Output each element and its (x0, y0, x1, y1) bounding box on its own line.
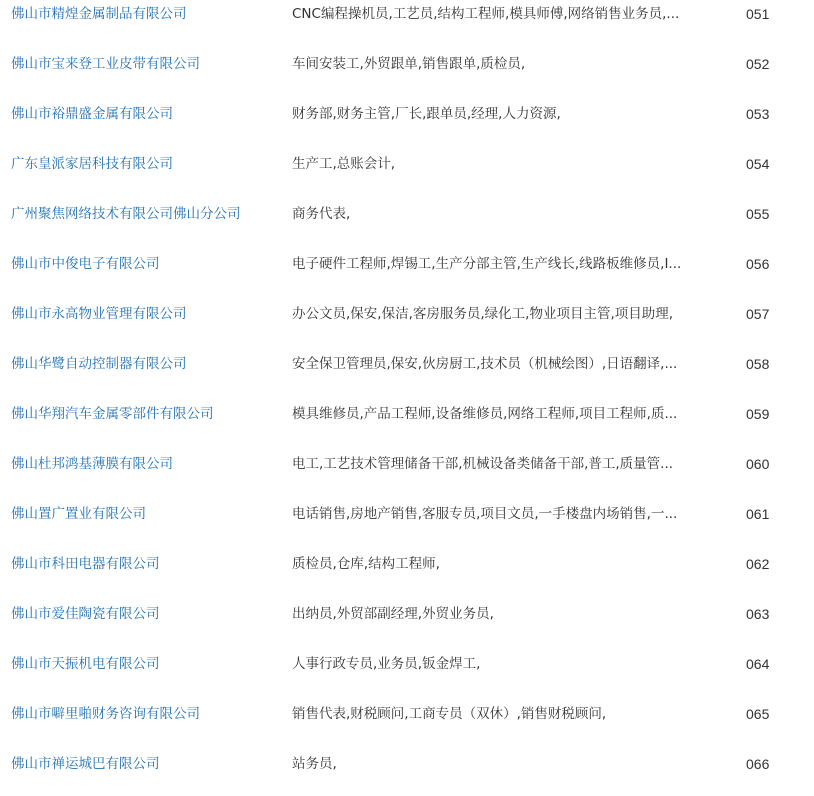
row-number: 066 (746, 756, 770, 772)
list-item (0, 639, 814, 689)
list-item (0, 139, 814, 189)
job-positions: 生产工,总账会计, (292, 156, 396, 172)
list-item (0, 89, 814, 139)
company-link[interactable]: 佛山市科田电器有限公司 (11, 556, 160, 572)
job-positions: 电话销售,房地产销售,客服专员,项目文员,一手楼盘内场销售,一... (292, 506, 678, 522)
row-number: 053 (746, 106, 770, 122)
job-positions: 电子硬件工程师,焊锡工,生产分部主管,生产线长,线路板维修员,I... (292, 256, 682, 272)
job-positions: 车间安装工,外贸跟单,销售跟单,质检员, (292, 56, 526, 72)
row-number: 063 (746, 606, 770, 622)
row-number: 060 (746, 456, 770, 472)
row-number: 062 (746, 556, 770, 572)
company-link[interactable]: 广州聚焦网络技术有限公司佛山分公司 (11, 206, 241, 222)
job-positions: 商务代表, (292, 206, 351, 222)
job-positions: 办公文员,保安,保洁,客房服务员,绿化工,物业项目主管,项目助理, (292, 306, 674, 322)
row-number: 058 (746, 356, 770, 372)
company-link[interactable]: 佛山杜邦鸿基薄膜有限公司 (11, 456, 173, 472)
job-positions: 销售代表,财税顾问,工商专员（双休）,销售财税顾问, (292, 706, 607, 722)
list-item (0, 39, 814, 89)
job-positions: 电工,工艺技术管理储备干部,机械设备类储备干部,普工,质量管... (292, 456, 674, 472)
company-link[interactable]: 佛山置广置业有限公司 (11, 506, 146, 522)
job-positions: 模具维修员,产品工程师,设备维修员,网络工程师,项目工程师,质... (292, 406, 678, 422)
company-link[interactable]: 佛山市宝来登工业皮带有限公司 (11, 56, 200, 72)
company-link[interactable]: 佛山市天振机电有限公司 (11, 656, 160, 672)
company-link[interactable]: 佛山市裕鼎盛金属有限公司 (11, 106, 173, 122)
list-item (0, 589, 814, 639)
job-positions: 质检员,仓库,结构工程师, (292, 556, 440, 572)
row-number: 055 (746, 206, 770, 222)
row-number: 056 (746, 256, 770, 272)
row-number: 054 (746, 156, 770, 172)
row-number: 051 (746, 6, 770, 22)
list-item (0, 689, 814, 739)
list-item (0, 439, 814, 489)
company-link[interactable]: 佛山华鹭自动控制器有限公司 (11, 356, 187, 372)
job-positions: 出纳员,外贸部副经理,外贸业务员, (292, 606, 494, 622)
row-number: 052 (746, 56, 770, 72)
job-positions: 站务员, (292, 756, 337, 772)
company-link[interactable]: 佛山市精煌金属制品有限公司 (11, 6, 187, 22)
job-positions: 财务部,财务主管,厂长,跟单员,经理,人力资源, (292, 106, 561, 122)
list-item (0, 739, 814, 789)
job-positions: 人事行政专员,业务员,钣金焊工, (292, 656, 481, 672)
list-item (0, 239, 814, 289)
row-number: 059 (746, 406, 770, 422)
list-item (0, 289, 814, 339)
list-item (0, 0, 814, 39)
list-item (0, 389, 814, 439)
row-number: 064 (746, 656, 770, 672)
list-item (0, 189, 814, 239)
company-link[interactable]: 佛山市禅运城巴有限公司 (11, 756, 160, 772)
row-number: 061 (746, 506, 770, 522)
company-link[interactable]: 佛山市爱佳陶瓷有限公司 (11, 606, 160, 622)
company-link[interactable]: 广东皇派家居科技有限公司 (11, 156, 173, 172)
list-item (0, 339, 814, 389)
job-positions: 安全保卫管理员,保安,伙房厨工,技术员（机械绘图）,日语翻译,... (292, 356, 678, 372)
company-link[interactable]: 佛山市中俊电子有限公司 (11, 256, 160, 272)
company-link[interactable]: 佛山华翔汽车金属零部件有限公司 (11, 406, 214, 422)
row-number: 057 (746, 306, 770, 322)
job-positions: CNC编程操机员,工艺员,结构工程师,模具师傅,网络销售业务员,... (292, 6, 680, 22)
list-item (0, 489, 814, 539)
list-item (0, 539, 814, 589)
company-link[interactable]: 佛山市噼里啪财务咨询有限公司 (11, 706, 200, 722)
company-link[interactable]: 佛山市永高物业管理有限公司 (11, 306, 187, 322)
row-number: 065 (746, 706, 770, 722)
